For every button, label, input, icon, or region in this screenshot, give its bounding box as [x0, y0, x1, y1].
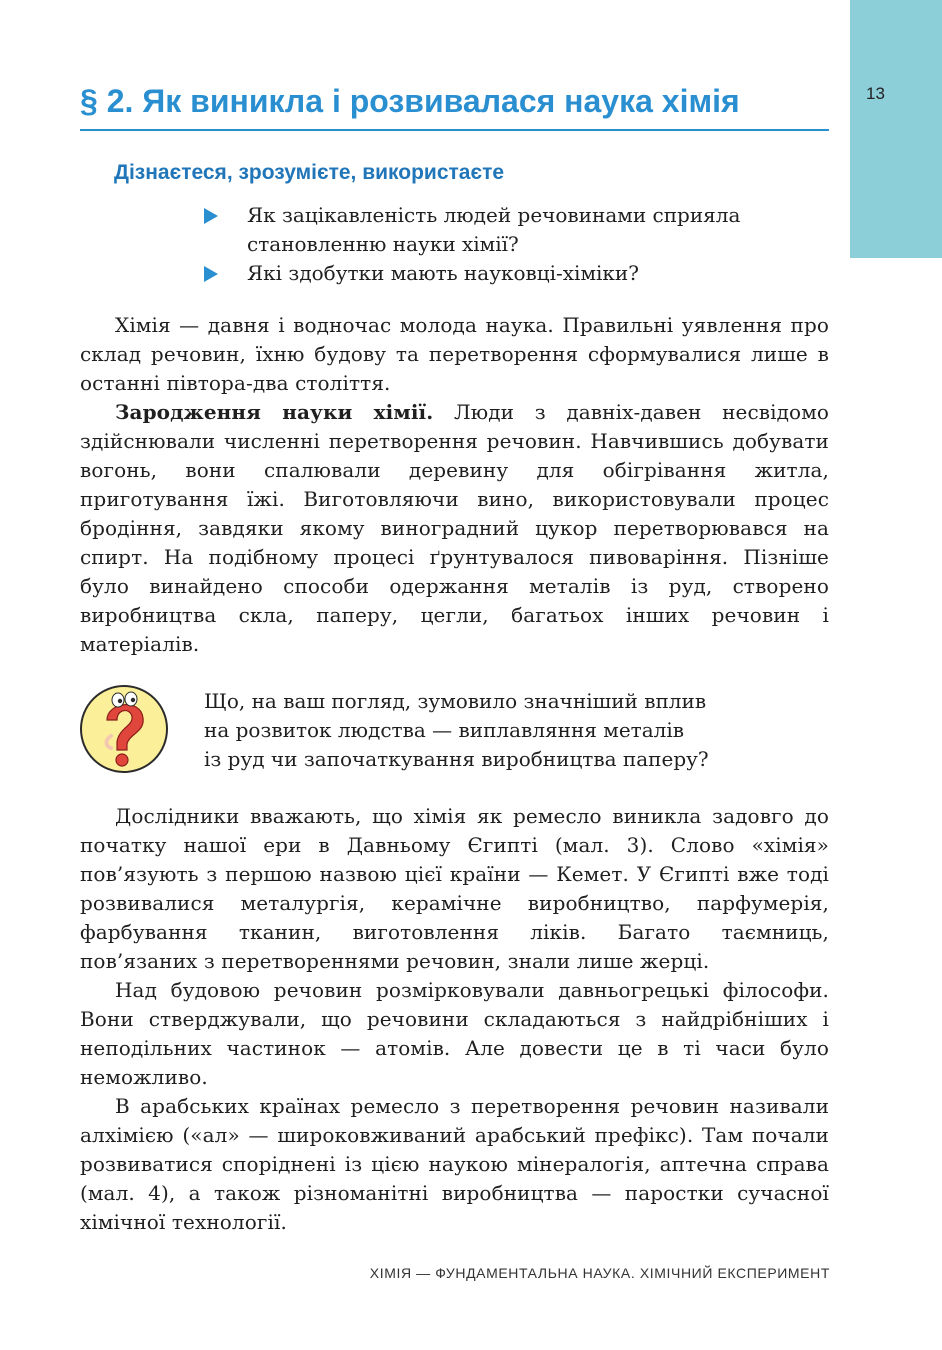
paragraph: [80, 802, 829, 976]
question-line: на розвиток людства — виплавляння металів: [204, 718, 685, 742]
paragraph-text: В арабських країнах ремесло з перетворення речовин називали алхімією («ал» — широковживаний арабський префікс). Там почали розвиватися споріднені із цією наукою мінералогія, аптечна справа (мал. 4), а також різноманітні виробництва — паростки сучасної хімічної технології.: [80, 1094, 829, 1234]
outcome-text: Як зацікавленість людей речовинами сприяла становленню науки хімії?: [247, 203, 741, 256]
outcome-item: [204, 201, 824, 259]
question-line: Що, на ваш погляд, зумовило значніший вплив: [204, 689, 707, 713]
history-paragraphs: [80, 802, 829, 1237]
arrow-bullet-icon: [204, 266, 218, 282]
outcomes-list: [204, 201, 824, 288]
outcome-item: [204, 259, 824, 288]
outcomes-heading: Дізнаєтеся, зрозумієте, використаєте: [114, 161, 505, 184]
side-tab: [850, 0, 942, 258]
paragraph: [80, 1092, 829, 1237]
arrow-bullet-icon: [204, 208, 218, 224]
paragraph: [80, 976, 829, 1092]
intro-paragraphs: [80, 311, 829, 659]
page-number: 13: [866, 84, 885, 103]
running-footer: ХІМІЯ — ФУНДАМЕНТАЛЬНА НАУКА. ХІМІЧНИЙ ЕКСПЕРИМЕНТ: [369, 1265, 830, 1281]
section-title: § 2. Як виникла і розвивалася наука хімія: [80, 83, 740, 119]
title-underline: [80, 129, 829, 131]
question-mark-character-icon: [79, 684, 169, 774]
outcome-text: Які здобутки мають науковці-хіміки?: [247, 261, 639, 285]
paragraph-text: Люди з давніх-давен несвідомо здійснювали численні перетворення речовин. Навчившись добувати вогонь, вони спалювали деревину для обігрівання житла, приготування їжі. Виготовляючи вино, використовували процес бродіння, завдяки якому виноградний цукор перетворювався на спирт. На подібному процесі ґрунтувалося пивоваріння. Пізніше було винайдено способи одержання металів із руд, створено виробництва скла, паперу, цегли, багатьох інших речовин і матеріалів.: [80, 400, 829, 656]
paragraph-text: Дослідники вважають, що хімія як ремесло виникла задовго до початку нашої ери в Давньому Єгипті (мал. 3). Слово «хімія» пов’язують з першою назвою цієї країни — Кемет. У Єгипті вже тоді розвивалися металургія, керамічне виробництво, парфумерія, фарбування тканин, виготовлення ліків. Багато таємниць, пов’язаних з перетвореннями речовин, знали лише жерці.: [80, 804, 829, 973]
question-line: із руд чи започаткування виробництва паперу?: [204, 747, 709, 771]
paragraph: [80, 311, 829, 398]
paragraph-heading: Зародження науки хімії.: [115, 400, 434, 424]
paragraph-text: Над будовою речовин розмірковували давньогрецькі філософи. Вони стверджували, що речовини складаються з найдрібніших і неподільних частинок — атомів. Але довести це в ті часи було неможливо.: [80, 978, 829, 1089]
paragraph-text: Хімія — давня і водночас молода наука. Правильні уявлення про склад речовин, їхню будову та перетворення сформувалися лише в останні півтора-два століття.: [80, 313, 829, 395]
paragraph: [80, 398, 829, 659]
question-text: [204, 687, 824, 774]
